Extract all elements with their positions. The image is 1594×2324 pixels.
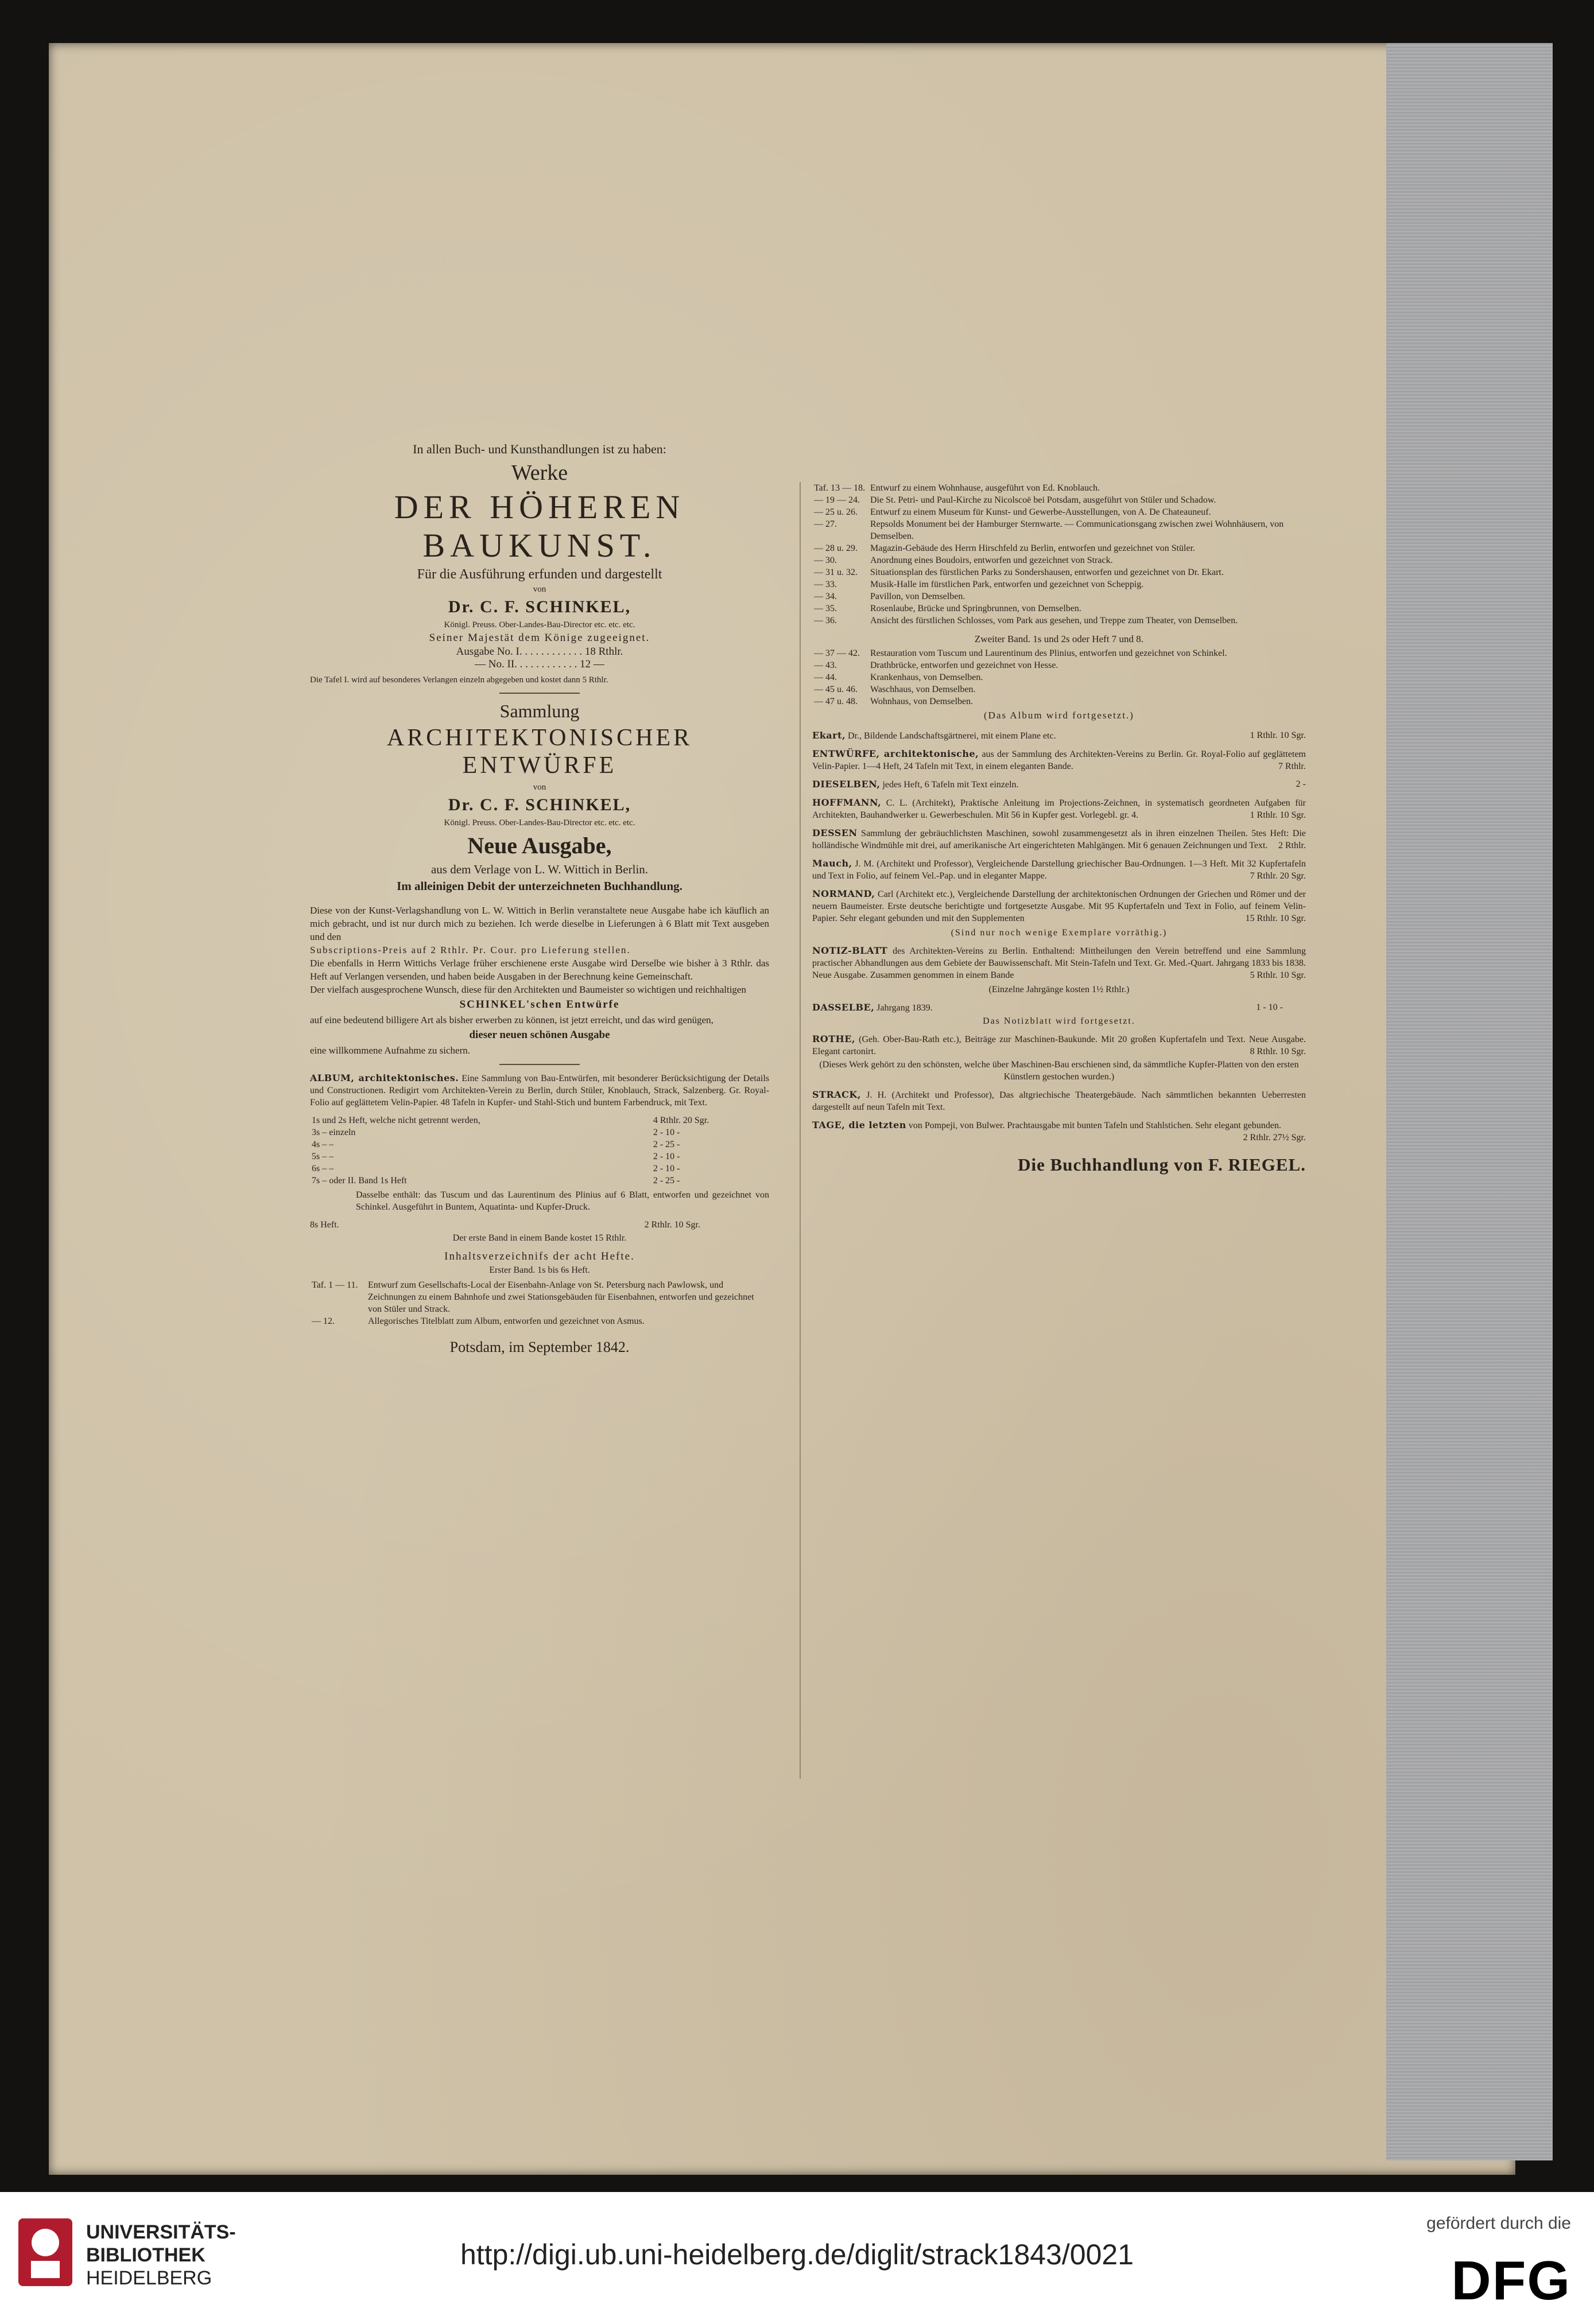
album-key: ALBUM, architektonisches. xyxy=(310,1072,459,1083)
table-row xyxy=(812,683,1306,695)
library-line-1: UNIVERSITÄTS- xyxy=(86,2221,236,2243)
album-entry xyxy=(310,1072,769,1109)
entry-price: 5 Rthlr. 10 Sgr. xyxy=(1250,970,1306,980)
paragraph-2: Subscriptions-Preis auf 2 Rthlr. Pr. Cour. pro Lieferung stellen. xyxy=(310,945,631,955)
heft-label: 3s – einzeln xyxy=(312,1128,356,1137)
paragraph-5: auf eine bedeutend billigere Art als bisher erwerben zu können, ist jetzt erreicht, und das wird genügen, xyxy=(310,1015,713,1025)
entry-text: von Pompeji, von Bulwer. Prachtausgabe mit bunten Tafeln und Stahlstichen. Sehr elegant gebunden. xyxy=(908,1121,1282,1130)
entry-key: DESSEN xyxy=(812,827,858,838)
tafel-text: Repsolds Monument bei der Hamburger Sternwarte. — Communicationsgang zwischen zwei Wohnhäusern, von Demselben. xyxy=(870,519,1284,541)
dedication: Seiner Majestät dem Könige zugeeignet. xyxy=(429,632,650,644)
list-item xyxy=(812,729,1306,742)
entry-key: TAGE, die letzten xyxy=(812,1120,906,1130)
heft-price: 2 - 25 - xyxy=(653,1176,680,1186)
tafel-num: — 45 u. 46. xyxy=(814,685,858,694)
tafel-num: — 37 — 42. xyxy=(814,648,860,658)
author-name-2: Dr. C. F. SCHINKEL, xyxy=(448,795,631,814)
tafel-num: Taf. 13 — 18. xyxy=(814,483,866,493)
entry-key: Mauch, xyxy=(812,858,852,869)
divider xyxy=(499,1064,580,1065)
heft-label: 5s – – xyxy=(312,1152,334,1161)
tafel-text: Ansicht des fürstlichen Schlosses, vom Park aus gesehen, und Treppe zum Theater, von Demselben. xyxy=(870,616,1238,625)
entry-key: NOTIZ-BLATT xyxy=(812,945,888,956)
intro-line: In allen Buch- und Kunsthandlungen ist zu haben: xyxy=(413,442,666,456)
entry-key: NORMAND, xyxy=(812,888,875,899)
entry-text: (Einzelne Jahrgänge kosten 1½ Rthlr.) xyxy=(988,985,1130,994)
tafel-text: Entwurf zu einem Wohnhause, ausgeführt von Ed. Knoblauch. xyxy=(870,483,1100,493)
inhalt-heading: Inhaltsverzeichnifs der acht Hefte. xyxy=(444,1250,635,1262)
heft-price: 2 - 10 - xyxy=(653,1128,680,1137)
table-row xyxy=(310,1126,769,1138)
permalink[interactable]: http://digi.ub.uni-heidelberg.de/diglit/strack1843/0021 xyxy=(460,2238,1134,2271)
entry-key: DIESELBEN, xyxy=(812,779,881,790)
list-item xyxy=(812,857,1306,882)
second-title: ARCHITEKTONISCHER ENTWÜRFE xyxy=(386,725,693,779)
entry-text: des Architekten-Vereins zu Berlin. Enthaltend: Mittheilungen den Verein betreffend und eine Sammlung practischer Abhandlungen aus dem Gebiete der Bauwissenschaft. Mit Stein-Tafeln und Text. Gr. Med.-Quart. Jahrgang 1833 bis 1838. Neue Ausgabe. Zusammen genommen in einem Bande xyxy=(812,946,1306,980)
entry-price: 1 - 10 - xyxy=(1256,1002,1283,1012)
author-role-2: Königl. Preuss. Ober-Landes-Bau-Director etc. etc. etc. xyxy=(444,818,635,827)
table-row xyxy=(812,494,1306,506)
book-spine xyxy=(1386,43,1553,2160)
place-date: Potsdam, im September 1842. xyxy=(449,1339,630,1355)
tafel-text: Allegorisches Titelblatt zum Album, entworfen und gezeichnet von Asmus. xyxy=(368,1316,645,1326)
divider xyxy=(499,693,580,694)
tafel-num: — 44. xyxy=(814,673,837,682)
tafel-num: — 28 u. 29. xyxy=(814,543,858,553)
tafel-num: — 19 — 24. xyxy=(814,495,860,505)
list-item xyxy=(812,1089,1306,1113)
entry-key: DASSELBE, xyxy=(812,1002,875,1013)
entry-price: 15 Rthlr. 10 Sgr. xyxy=(1245,914,1306,923)
table-row xyxy=(310,1114,769,1126)
tafel-num: — 43. xyxy=(814,660,837,670)
heft-label: 6s – – xyxy=(312,1164,334,1173)
tafel-num: — 25 u. 26. xyxy=(814,507,858,517)
ausgabe-1: Ausgabe No. I. . . . . . . . . . . . 18 Rthlr. xyxy=(456,646,623,658)
album-text: Eine Sammlung von Bau-Entwürfen, mit besonderer Berücksichtigung der Details und Constructionen. Redigirt vom Architekten-Verein zu Berlin, durch Stüler, Knoblauch, Strack, Salzenberg. Gr. Royal-Folio auf geglättetem Velin-Papier. 48 Tafeln in Kupfer- und Stahl-Stich und buntem Farbendruck, mit Text. xyxy=(310,1074,770,1107)
heft-label: 1s und 2s Heft, welche nicht getrennt werden, xyxy=(312,1116,480,1125)
von-line: von xyxy=(533,585,546,594)
heft-label: 7s – oder II. Band 1s Heft xyxy=(312,1176,407,1186)
entry-text: Carl (Architekt etc.), Vergleichende Darstellung der architektonischen Ordnungen der Griechen und Römer und der neuern Baumeister. Erste deutsche berichtigte und fortgesetzte Ausgabe. Mit 95 Kupfertafeln und Text in Folio, auf feinem Velin-Papier. Sehr elegant gebunden und mit den Supplementen xyxy=(812,889,1306,923)
von-line-2: von xyxy=(533,783,546,792)
heft-price: 4 Rthlr. 20 Sgr. xyxy=(653,1116,709,1125)
entry-key: ROTHE, xyxy=(812,1033,856,1044)
entry-text: C. L. (Architekt), Praktische Anleitung im Projections-Zeichnen, in systematisch geordneten Aufgaben für Architekten, Bauhandwerker u. Gewerbeschulen. Mit 56 in Kupfer gest. Vorlegebl. gr. 4. xyxy=(812,798,1306,820)
author-name: Dr. C. F. SCHINKEL, xyxy=(448,597,631,616)
author-role: Königl. Preuss. Ober-Landes-Bau-Director etc. etc. etc. xyxy=(444,620,635,629)
paragraph-6: eine willkommene Aufnahme zu sichern. xyxy=(310,1045,470,1056)
entry-price: 1 Rthlr. 10 Sgr. xyxy=(1250,730,1306,740)
dasselbe-note: Dasselbe enthält: das Tuscum und das Laurentinum des Plinius auf 6 Blatt, entworfen und gezeichnet von Schinkel. Ausgeführt in Buntem, Aquatinta- und Kupfer-Druck. xyxy=(356,1190,769,1212)
werke-heading: Werke xyxy=(511,461,568,485)
dfg-logo: DFG xyxy=(1451,2250,1571,2311)
entry-text: Jahrgang 1839. xyxy=(876,1003,933,1013)
entry-text: (Sind nur noch wenige Exemplare vorräthig.) xyxy=(951,928,1168,938)
entry-price: 1 Rthlr. 10 Sgr. xyxy=(1250,810,1306,820)
entry-price: 2 Rthlr. 27½ Sgr. xyxy=(1243,1133,1306,1142)
hefte-table xyxy=(310,1114,769,1187)
list-item xyxy=(812,888,1306,924)
list-item xyxy=(812,927,1306,939)
tafel-text: Rosenlaube, Brücke und Springbrunnen, von Demselben. xyxy=(870,604,1081,613)
tafel-num: — 33. xyxy=(814,580,837,589)
tafel-note: Die Tafel I. wird auf besonderes Verlangen einzeln abgegeben und kostet dann 5 Rthlr. xyxy=(310,675,608,685)
erste-band-note: Der erste Band in einem Bande kostet 15 Rthlr. xyxy=(452,1233,627,1243)
entry-key: HOFFMANN, xyxy=(812,797,882,808)
table-row xyxy=(310,1279,769,1315)
tafel-num: — 36. xyxy=(814,616,837,625)
list-item xyxy=(812,796,1306,821)
table-row xyxy=(812,671,1306,683)
tafel-num: — 30. xyxy=(814,555,837,565)
heft-label: 4s – – xyxy=(312,1140,334,1149)
tafel-num: — 31 u. 32. xyxy=(814,568,858,577)
zweiter-band: Zweiter Band. 1s und 2s oder Heft 7 und 8. xyxy=(974,634,1144,644)
heft-price: 2 - 10 - xyxy=(653,1164,680,1173)
library-line-3: HEIDELBERG xyxy=(86,2267,212,2289)
debit-line: Im alleinigen Debit der unterzeichneten Buchhandlung. xyxy=(397,879,682,893)
sammlung-heading: Sammlung xyxy=(499,701,580,721)
table-row xyxy=(310,1175,769,1187)
table-row xyxy=(812,482,1306,494)
tafel-text: Entwurf zu einem Museum für Kunst- und Gewerbe-Ausstellungen, von A. De Chateauneuf. xyxy=(870,507,1211,517)
table-row xyxy=(310,1138,769,1151)
list-item xyxy=(812,827,1306,852)
entry-key: Ekart, xyxy=(812,730,846,741)
neue-ausgabe-heading: Neue Ausgabe, xyxy=(467,833,612,858)
list-item xyxy=(812,984,1306,996)
table-row xyxy=(310,1151,769,1163)
tafel-num: — 27. xyxy=(814,519,837,529)
library-line-2: BIBLIOTHEK xyxy=(86,2244,205,2266)
entry-text: J. H. (Architekt und Professor), Das altgriechische Theatergebäude. Nach sämmtlichen bekannten Ueberresten dargestellt auf neun Tafeln mit Text. xyxy=(812,1090,1306,1112)
entry-text: (Geh. Ober-Bau-Rath etc.), Beiträge zur Maschinen-Baukunde. Mit 20 großen Kupfertafeln und Text. Neue Ausgabe. Elegant cartonirt. xyxy=(812,1035,1306,1056)
left-column xyxy=(310,442,769,1371)
tafel-text: Wohnhaus, von Demselben. xyxy=(870,697,974,706)
main-title: DER HÖHEREN BAUKUNST. xyxy=(394,488,685,564)
entry-price: 7 Rthlr. xyxy=(1278,761,1306,771)
list-item xyxy=(812,1015,1306,1027)
table-row xyxy=(812,506,1306,518)
entry-text: Das Notizblatt wird fortgesetzt. xyxy=(983,1016,1135,1026)
tafel-text: Musik-Halle im fürstlichen Park, entworfen und gezeichnet von Scheppig. xyxy=(870,580,1144,589)
table-row xyxy=(812,615,1306,627)
table-row xyxy=(812,647,1306,659)
table-row xyxy=(812,578,1306,590)
tafel-num: — 35. xyxy=(814,604,837,613)
list-item xyxy=(812,1001,1306,1014)
paragraph-3: Die ebenfalls in Herrn Wittichs Verlage früher erschienene erste Ausgabe wird Derselbe wie bisher à 3 Rthlr. das Heft auf Verlangen versenden, und haben beide Ausgaben in der Berechnung keine Gemeinschaft. xyxy=(310,958,769,982)
tafel-text: Situationsplan des fürstlichen Parks zu Sondershausen, entworfen und gezeichnet von Dr. Ekart. xyxy=(870,568,1224,577)
column-divider xyxy=(800,482,801,1779)
list-item xyxy=(812,945,1306,981)
heft8-price: 2 Rthlr. 10 Sgr. xyxy=(644,1220,700,1230)
neuen-ausgabe: dieser neuen schönen Ausgabe xyxy=(469,1029,610,1041)
entry-text: J. M. (Architekt und Professor), Vergleichende Darstellung griechischer Bau-Ordnungen. 1—3 Heft. Mit 32 Kupfertafeln und Text in Folio, auf feinem Vel.-Pap. und in eleganter Mappe. xyxy=(812,859,1306,881)
tafel-num: — 12. xyxy=(312,1316,335,1326)
table-row xyxy=(812,518,1306,542)
verlag-line: aus dem Verlage von L. W. Wittich in Berlin. xyxy=(431,862,649,876)
table-row xyxy=(812,659,1306,671)
paragraph-1: Diese von der Kunst-Verlagshandlung von L. W. Wittich in Berlin veranstaltete neue Ausgabe habe ich käuflich an mich gebracht, und ist nur durch mich zu beziehen. Ich werde dieselbe in Lieferungen à 6 Blatt mit Text ausgeben und den xyxy=(310,905,769,942)
heft-price: 2 - 25 - xyxy=(653,1140,680,1149)
entry-text: jedes Heft, 6 Tafeln mit Text einzeln. xyxy=(882,780,1019,790)
paragraph-4: Der vielfach ausgesprochene Wunsch, diese für den Architekten und Baumeister so wichtigen und reichhaltigen xyxy=(310,984,746,995)
bookshop-signature: Die Buchhandlung von F. RIEGEL. xyxy=(1018,1155,1306,1175)
support-text: gefördert durch die xyxy=(1426,2214,1571,2233)
catalog-entries xyxy=(812,729,1306,1142)
list-item xyxy=(812,1059,1306,1083)
tafel-text: Krankenhaus, von Demselben. xyxy=(870,673,983,682)
entry-key: STRACK, xyxy=(812,1089,861,1100)
table-row xyxy=(310,1163,769,1175)
tafel-num: Taf. 1 — 11. xyxy=(312,1280,358,1290)
tafel-table-right xyxy=(812,482,1306,627)
tafel-text: Restauration vom Tuscum und Laurentinum des Plinius, entworfen und gezeichnet von Schinkel. xyxy=(870,648,1227,658)
tafel-text: Anordnung eines Boudoirs, entworfen und gezeichnet von Strack. xyxy=(870,555,1113,565)
tafel-text: Drathbrücke, entworfen und gezeichnet von Hesse. xyxy=(870,660,1058,670)
entry-text: Dr., Bildende Landschaftsgärtnerei, mit einem Plane etc. xyxy=(848,731,1056,741)
heft8-line xyxy=(310,1219,769,1231)
list-item xyxy=(812,1119,1306,1142)
table-row xyxy=(812,554,1306,566)
entry-price: 7 Rthlr. 20 Sgr. xyxy=(1250,871,1306,881)
right-column xyxy=(812,482,1306,1193)
heft8-label: 8s Heft. xyxy=(310,1220,339,1230)
tafel-text: Waschhaus, von Demselben. xyxy=(870,685,976,694)
entry-price: 8 Rthlr. 10 Sgr. xyxy=(1250,1047,1306,1056)
entry-text: aus der Sammlung des Architekten-Vereins zu Berlin. Gr. Royal-Folio auf geglättetem Velin-Papier. 1—4 Heft, 24 Tafeln mit Text, in einem eleganten Bande. xyxy=(812,749,1306,771)
tafel-text: Die St. Petri- und Paul-Kirche zu Nicolscoë bei Potsdam, ausgeführt von Stüler und Schadow. xyxy=(870,495,1216,505)
schinkel-entwuerfe: SCHINKEL'schen Entwürfe xyxy=(459,998,620,1011)
table-row xyxy=(812,590,1306,603)
tafel-num: — 47 u. 48. xyxy=(814,697,858,706)
ausgabe-2: — No. II. . . . . . . . . . . . 12 — xyxy=(475,658,604,670)
entry-text: (Dieses Werk gehört zu den schönsten, welche über Maschinen-Bau erschienen sind, da sämmtliche Kupfer-Platten von den ersten Künstlern gestochen wurden.) xyxy=(819,1060,1299,1082)
table-row xyxy=(812,603,1306,615)
table-row xyxy=(812,695,1306,708)
table-row xyxy=(812,566,1306,578)
tafel-table-left xyxy=(310,1279,769,1327)
entry-text: Sammlung der gebräuchlichsten Maschinen, sowohl zusammengesetzt als in ihren einzelnen Theilen. 5tes Heft: Die holländische Windmühle mit drei, auf amerikanische Art eingerichteten Mahlgängen. Mit 6 genauen Zeichnungen und Text. xyxy=(812,829,1306,850)
tafel-text: Entwurf zum Gesellschafts-Local der Eisenbahn-Anlage von St. Petersburg nach Pawlowsk, und Zeichnungen zu einem Bahnhofe und zwei Stationsgebäuden für Eisenbahnen, entworfen und gezeichnet von Stüler und Strack. xyxy=(368,1280,754,1314)
tafel-table-right-2 xyxy=(812,647,1306,708)
subtitle: Für die Ausführung erfunden und dargestellt xyxy=(417,567,662,582)
tafel-num: — 34. xyxy=(814,592,837,601)
list-item xyxy=(812,748,1306,772)
album-continued: (Das Album wird fortgesetzt.) xyxy=(984,710,1134,721)
table-row xyxy=(310,1315,769,1327)
entry-price: 2 Rthlr. xyxy=(1278,841,1306,850)
list-item xyxy=(812,1033,1306,1058)
entry-key: ENTWÜRFE, architektonische, xyxy=(812,748,979,759)
heft-price: 2 - 10 - xyxy=(653,1152,680,1161)
tafel-text: Magazin-Gebäude des Herrn Hirschfeld zu Berlin, entworfen und gezeichnet von Stüler. xyxy=(870,543,1196,553)
tafel-text: Pavillon, von Demselben. xyxy=(870,592,965,601)
entry-price: 2 - xyxy=(1296,779,1306,789)
erster-band: Erster Band. 1s bis 6s Heft. xyxy=(489,1265,590,1275)
list-item xyxy=(812,778,1306,791)
table-row xyxy=(812,542,1306,554)
footer-bar xyxy=(0,2192,1594,2324)
